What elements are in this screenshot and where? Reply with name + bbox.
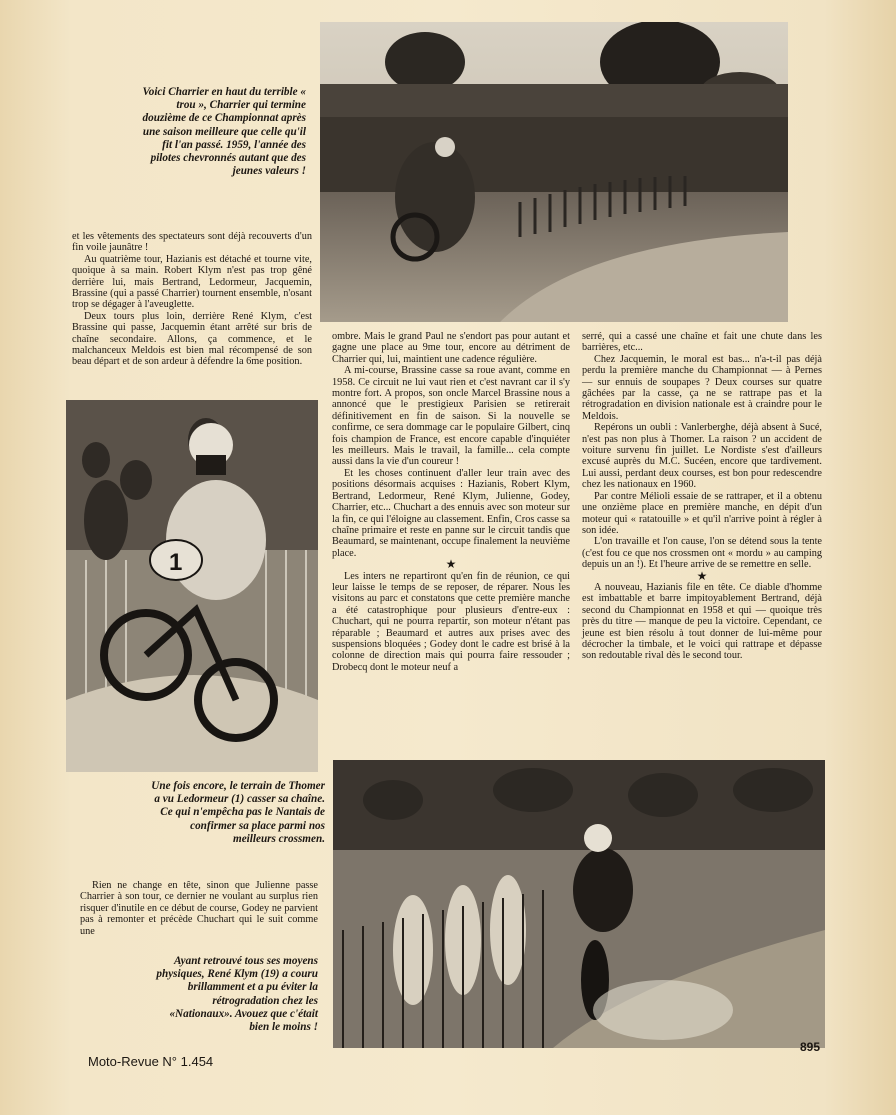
paragraph: L'on travaille et l'on cause, l'on se détend sous la tente (c'est fou ce que nos crossmen ont « mordu » au camping depuis un an !). Et l'heure arrive de se remettre en selle. <box>582 536 822 571</box>
footer-page-number: 895 <box>800 1040 821 1054</box>
text-column-middle <box>332 331 570 673</box>
paragraph: Par contre Mélioli essaie de se rattraper, et il a obtenu une onzième place en première manche, en dépit d'un moteur qui « ratatouille » et qu'il n'arrive point à régler à son idée. <box>582 490 822 536</box>
paragraph: Rien ne change en tête, sinon que Julienne passe Charrier à son tour, ce dernier ne voulant au surplus rien risquer d'inutile en ce début de course, Godey ne parvient pas à remonter et précède Chuchart qui le suit comme une <box>80 880 318 937</box>
paragraph: Chez Jacquemin, le moral est bas... n'a-t-il pas déjà perdu la première manche du Championnat — à Pernes — sur ennuis de soupapes ? Deux courses sur quatre gâchées par la casse, ça ne se rattrape pas et la rétrogradation en division nationale est à craindre pour le Meldois. <box>582 353 822 422</box>
paragraph: serré, qui a cassé une chaîne et fait une chute dans les barrières, etc... <box>582 331 822 354</box>
paragraph: ombre. Mais le grand Paul ne s'endort pas pour autant et gagne une place au 9me tour, encore au détriment de Charrier qui, lui, maintient une cadence régulière. <box>332 331 570 365</box>
caption-bottom: Ayant retrouvé tous ses moyens physiques, René Klym (19) a couru brillamment et a pu éviter la rétrogradation chez les «Nationaux». Avouez que c'était bien le moins ! <box>156 955 318 1034</box>
paragraph: Repérons un oubli : Vanlerberghe, déjà absent à Sucé, n'est pas non plus à Thomer. La raison ? un accident de voiture survenu fin juillet. Le Nordiste s'est d'ailleurs excusé auprès du M.C. Sucéen, encore que tardivement. Lui aussi, perdant deux courses, est bon pour redescendre chez les nationaux en 1960. <box>582 422 822 491</box>
paragraph: Les inters ne repartiront qu'en fin de réunion, ce qui leur laisse le temps de se reposer, de réparer. Nous les visitons au parc et constatons que cette première manche a été catastrophique pour plusieurs d'entre-eux : Chuchart, qui ne pourra repartir, son moteur n'étant pas réparable ; Beaumard et autres aux prises avec des suspensions bloquées ; Godey dont le cadre est brisé à la colonne de direction mais qui pourra faire ressouder ; Drobecq dont le moteur neuf a <box>332 570 570 673</box>
photo-ledormeur <box>66 400 318 772</box>
photo-rene-klym <box>333 760 825 1048</box>
rider-number-1: 1 <box>169 549 183 576</box>
text-column-left-top <box>72 231 312 368</box>
caption-middle: Une fois encore, le terrain de Thomer a vu Ledormeur (1) casser sa chaîne. Ce qui n'empêcha pas le Nantais de confirmer sa place parmi nos meilleurs crossmen. <box>151 780 325 845</box>
section-separator-star: ★ <box>696 568 708 583</box>
text-column-right <box>582 331 822 662</box>
footer-magazine-title: Moto-Revue N° 1.454 <box>88 1054 214 1069</box>
paragraph: Deux tours plus loin, derrière René Klym, c'est Brassine qui passe, Jacquemin étant arrêté sur bris de chaîne secondaire. Allons, ça commence, et le malchanceux Meldois est bien mal récompensé de son beau départ et de son ardeur à défendre la 6me position. <box>72 310 312 368</box>
paragraph: Au quatrième tour, Hazianis est détaché et tourne vite, quoique à sa main. Robert Klym n'est pas trop gêné derrière lui, mais Bertrand, Ledormeur, Jacquemin, Brassine (qui a passé Charrier) tournent ensemble, n'osant trop se dégager à l'aveuglette. <box>72 253 312 311</box>
section-separator-star: ★ <box>445 557 457 572</box>
photo-charrier-trou <box>320 22 788 322</box>
paragraph: Et les choses continuent d'aller leur train avec des positions désormais acquises : Hazianis, Robert Klym, Bertrand, Ledormeur, René Klym, Julienne, Godey, Charrier, etc... Chuchart a des ennuis avec son moteur sur la fin, ce qui l'éloigne au classement. Enfin, Cros casse sa chaîne primaire et reste en panne sur le circuit tandis que Beaumard, se maintenant, occupe finalement la neuvième place. <box>332 467 570 559</box>
paragraph: A nouveau, Hazianis file en tête. Ce diable d'homme est imbattable et barre impitoyablement Bertrand, déjà second du Championnat en 1958 et qui — quoique très près du titre — manque de peu la victoire. Cependant, ce jeune est bien résolu à tout donner de lui-même pour décrocher la timbale, et le voici qui rattrape et dépasse son redoutable rival dès le second tour. <box>582 581 822 662</box>
paragraph: et les vêtements des spectateurs sont déjà recouverts d'un fin voile jaunâtre ! <box>72 231 312 254</box>
paragraph: A mi-course, Brassine casse sa roue avant, comme en 1958. Ce circuit ne lui vaut rien et c'est navrant car il s'y montre fort. A propos, son oncle Marcel Brassine nous a annoncé que le prestigieux Parisien se retirerait définitivement en fin de saison. Si la nouvelle se confirme, ce sera dommage car le populaire Gilbert, cinq fois champion de France, est encore capable d'inquiéter les meilleurs. Mais le travail, la famille... cela compte aussi dans la vie d'un coureur ! <box>332 365 570 468</box>
caption-top: Voici Charrier en haut du terrible « trou », Charrier qui termine douzième de ce Championnat après une saison meilleure que celle qu'il fit l'an passé. 1959, l'année des pilotes chevronnés autant que des jeunes valeurs ! <box>142 86 306 178</box>
text-column-left-bottom <box>80 880 318 937</box>
